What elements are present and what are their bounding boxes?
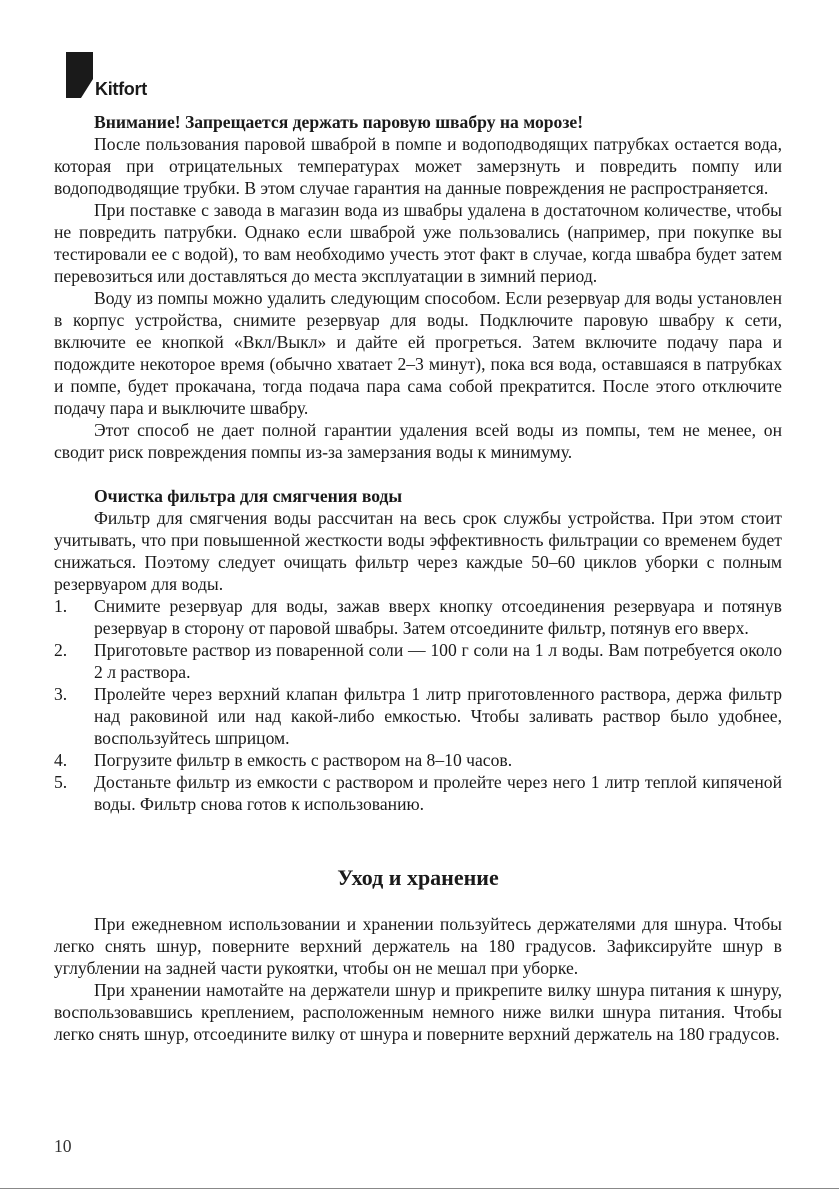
paragraph: При поставке с завода в магазин вода из швабры удалена в достаточном количестве, чтобы не повредить патрубки. Однако если шваброй уже пользовались (например, при покупке вы тестировали ее с водой), то вам необходимо учесть этот факт в случае, когда швабра будет затем перевозиться или доставляться до места эксплуатации в зимний период. — [54, 200, 782, 286]
step-number: 4. — [54, 750, 68, 770]
brand-name: Kitfort — [95, 79, 147, 99]
brand-logo — [66, 52, 166, 102]
paragraph: Воду из помпы можно удалить следующим способом. Если резервуар для воды установлен в корпус устройства, снимите резервуар для воды. Подключите паровую швабру к сети, включите ее кнопкой «Вкл/Выкл» и дайте ей прогреться. Затем включите подачу пара и подождите некоторое время (обычно хватает 2–3 минут), пока вся вода, оставшаяся в патрубках и помпе, будет прокачана, тогда подача пара сама собой прекратится. После этого отключите подачу пара и выключите швабру. — [54, 288, 782, 418]
section-title-care-storage: Уход и хранение — [337, 865, 499, 890]
kitfort-logo-icon — [66, 52, 93, 98]
paragraph: Фильтр для смягчения воды рассчитан на весь срок службы устройства. При этом стоит учитывать, что при повышенной жесткости воды эффективность фильтрации со временем будет снижаться. Поэтому следует очищать фильтр через каждые 50–60 циклов уборки с полным резервуаром для воды. — [54, 508, 782, 594]
page-number: 10 — [54, 1136, 72, 1156]
step-text: Достаньте фильтр из емкости с раствором и пролейте через него 1 литр теплой кипяченой воды. Фильтр снова готов к использованию. — [94, 772, 782, 814]
list-item — [54, 595, 782, 639]
paragraph: При хранении намотайте на держатели шнур и прикрепите вилку шнура питания к шнуру, воспользовавшись креплением, расположенным немного ниже вилки шнура питания. Чтобы легко снять шнур, отсоедините вилку от шнура и поверните верхний держатель на 180 градусов. — [54, 980, 782, 1044]
paragraph: Этот способ не дает полной гарантии удаления всей воды из помпы, тем не менее, он сводит риск повреждения помпы из-за замерзания воды к минимуму. — [54, 420, 782, 462]
list-item — [54, 683, 782, 749]
step-text: Снимите резервуар для воды, зажав вверх кнопку отсоединения резервуара и потянув резервуар в сторону от паровой швабры. Затем отсоедините фильтр, потянув его вверх. — [94, 596, 782, 638]
filter-cleaning-steps — [54, 595, 782, 815]
step-text: Приготовьте раствор из поваренной соли — 100 г соли на 1 л воды. Вам потребуется около 2 л раствора. — [94, 640, 782, 682]
step-text: Пролейте через верхний клапан фильтра 1 литр приготовленного раствора, держа фильтр над раковиной или над какой-либо емкостью. Чтобы заливать раствор было удобнее, воспользуйтесь шприцом. — [94, 684, 782, 748]
step-number: 2. — [54, 640, 68, 660]
list-item — [54, 639, 782, 683]
step-text: Погрузите фильтр в емкость с раствором на 8–10 часов. — [94, 750, 513, 770]
step-number: 5. — [54, 772, 68, 792]
step-number: 1. — [54, 596, 68, 616]
page-content — [54, 111, 782, 1045]
warning-heading: Внимание! Запрещается держать паровую швабру на морозе! — [94, 112, 584, 132]
list-item — [54, 771, 782, 815]
step-number: 3. — [54, 684, 68, 704]
list-item — [54, 749, 782, 771]
filter-cleaning-heading: Очистка фильтра для смягчения воды — [94, 486, 403, 506]
paragraph: При ежедневном использовании и хранении пользуйтесь держателями для шнура. Чтобы легко снять шнур, поверните верхний держатель на 180 градусов. Зафиксируйте шнур в углублении на задней части рукоятки, чтобы он не мешал при уборке. — [54, 914, 782, 978]
page-bottom-rule — [0, 1188, 839, 1189]
paragraph: После пользования паровой шваброй в помпе и водоподводящих патрубках остается вода, которая при отрицательных температурах может замерзнуть и повредить помпу или водоподводящие трубки. В этом случае гарантия на данные повреждения не распространяется. — [54, 134, 782, 198]
